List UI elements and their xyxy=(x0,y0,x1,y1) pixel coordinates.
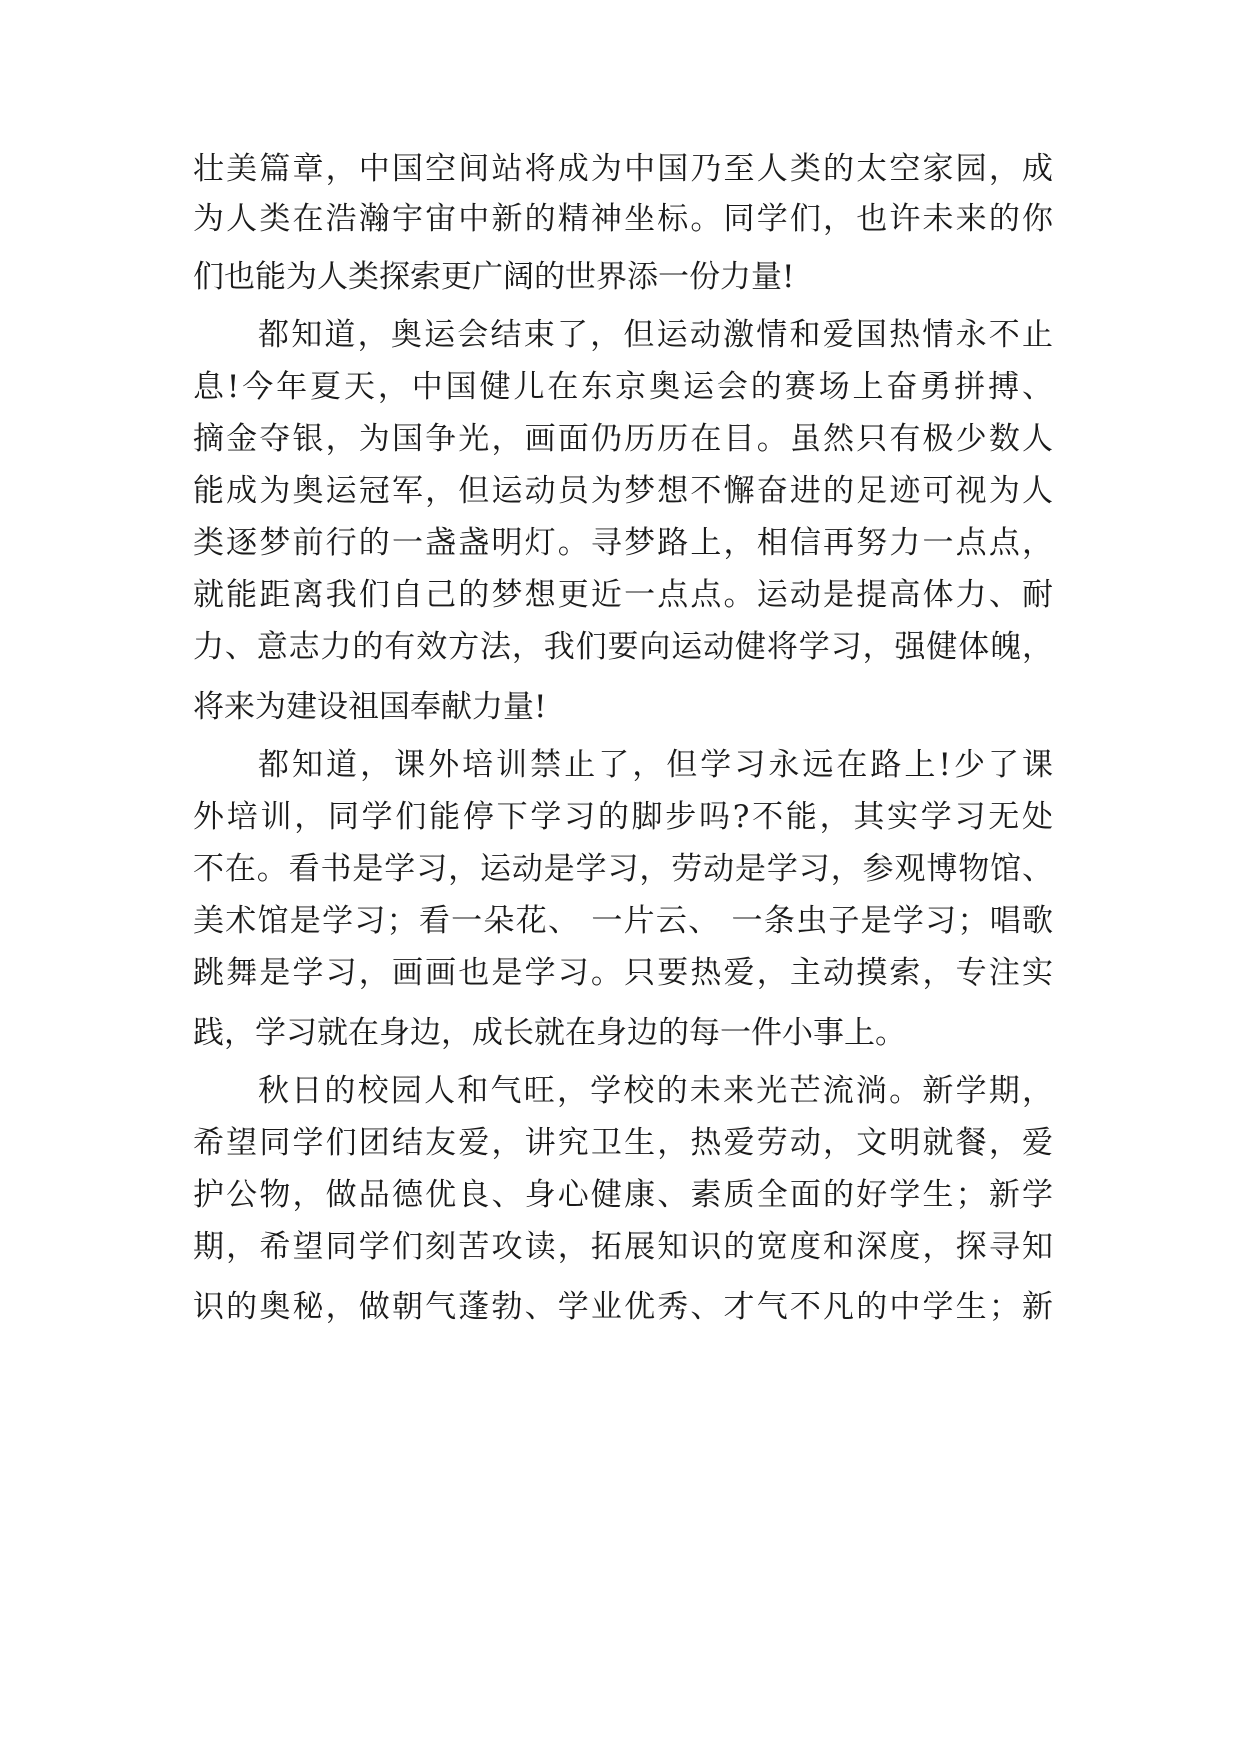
text-line: 类逐梦前行的一盏盏明灯。寻梦路上，相信再努力一点点， xyxy=(193,525,1053,561)
text-line: 不在。看书是学习，运动是学习，劳动是学习，参观博物馆、 xyxy=(193,851,1053,887)
text-line: 跳舞是学习，画画也是学习。只要热爱，主动摸索，专注实 xyxy=(193,955,1053,991)
text-line: 摘金夺银，为国争光，画面仍历历在目。虽然只有极少数人 xyxy=(193,421,1053,457)
paragraph-first-line: 都知道，课外培训禁止了，但学习永远在路上!少了课 xyxy=(258,747,1053,783)
text-line: 护公物，做品德优良、身心健康、素质全面的好学生；新学 xyxy=(193,1177,1053,1213)
paragraph-first-line: 秋日的校园人和气旺，学校的未来光芒流淌。新学期， xyxy=(258,1073,1053,1109)
text-line: 们也能为人类探索更广阔的世界添一份力量! xyxy=(193,259,795,295)
text-line: 能成为奥运冠军，但运动员为梦想不懈奋进的足迹可视为人 xyxy=(193,473,1053,509)
text-line: 希望同学们团结友爱，讲究卫生，热爱劳动，文明就餐，爱 xyxy=(193,1125,1053,1161)
text-line: 外培训，同学们能停下学习的脚步吗?不能，其实学习无处 xyxy=(193,799,1053,835)
text-line: 美术馆是学习；看一朵花、 一片云、 一条虫子是学习；唱歌 xyxy=(193,903,1053,939)
text-line: 期，希望同学们刻苦攻读，拓展知识的宽度和深度，探寻知 xyxy=(193,1229,1053,1265)
text-line: 息!今年夏天，中国健儿在东京奥运会的赛场上奋勇拼搏、 xyxy=(193,369,1053,405)
text-line: 就能距离我们自己的梦想更近一点点。运动是提高体力、耐 xyxy=(193,577,1053,613)
text-line: 将来为建设祖国奉献力量! xyxy=(193,689,547,725)
text-line: 践，学习就在身边，成长就在身边的每一件小事上。 xyxy=(193,1015,906,1051)
text-line: 壮美篇章，中国空间站将成为中国乃至人类的太空家园，成 xyxy=(193,151,1053,187)
text-line: 识的奥秘，做朝气蓬勃、学业优秀、才气不凡的中学生；新 xyxy=(193,1289,1053,1325)
text-line: 力、意志力的有效方法，我们要向运动健将学习，强健体魄， xyxy=(193,629,1053,665)
text-line: 为人类在浩瀚宇宙中新的精神坐标。同学们，也许未来的你 xyxy=(193,201,1053,237)
paragraph-first-line: 都知道，奥运会结束了，但运动激情和爱国热情永不止 xyxy=(258,317,1053,353)
